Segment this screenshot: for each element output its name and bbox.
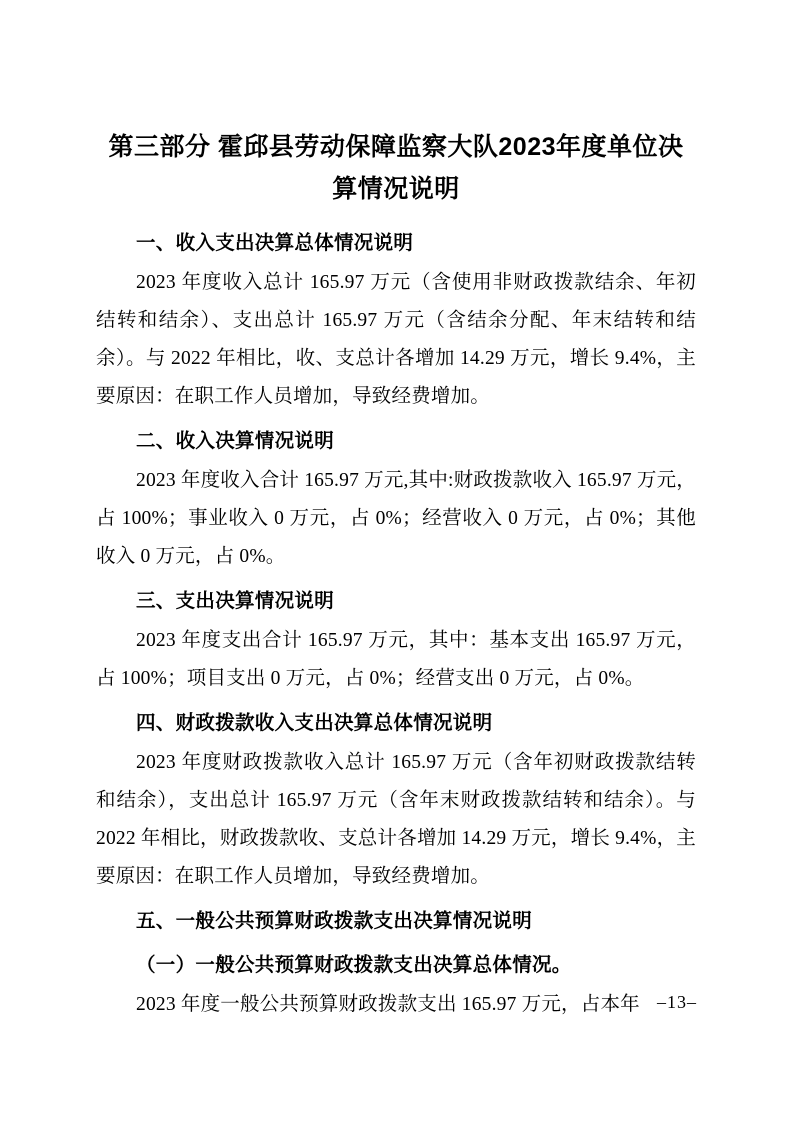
- section-heading-2: 二、收入决算情况说明: [136, 430, 335, 452]
- section-paragraph-3: 2023 年度支出合计 165.97 万元，其中：基本支出 165.97 万元，占 100%；项目支出 0 万元，占 0%；经营支出 0 万元，占 0%。: [96, 630, 696, 689]
- section-heading-4: 四、财政拨款收入支出决算总体情况说明: [136, 712, 493, 734]
- section-subheading-5-1: （一）一般公共预算财政拨款支出决算总体情况。: [136, 954, 572, 976]
- page-number: –13–: [657, 992, 697, 1012]
- section-paragraph-4: 2023 年度财政拨款收入总计 165.97 万元（含年初财政拨款结转和结余），支出总计 165.97 万元（含年末财政拨款结转和结余）。与 2022 年相比，财政拨款收、支总计各增加 14.29 万元，增长 9.4%，主要原因：在职工作人员增加，导致经费增加。: [96, 752, 696, 887]
- section-paragraph-2: 2023 年度收入合计 165.97 万元,其中:财政拨款收入 165.97 万元，占 100%；事业收入 0 万元，占 0%；经营收入 0 万元，占 0%；其他收入 0 万元，占 0%。: [96, 470, 696, 567]
- section-heading-1: 一、收入支出决算总体情况说明: [136, 232, 414, 254]
- section-heading-3: 三、支出决算情况说明: [136, 590, 335, 612]
- page-title: 第三部分 霍邱县劳动保障监察大队2023年度单位决算情况说明: [108, 133, 684, 203]
- section-heading-5: 五、一般公共预算财政拨款支出决算情况说明: [136, 910, 533, 932]
- section-paragraph-5: 2023 年度一般公共预算财政拨款支出 165.97 万元，占本年: [136, 994, 640, 1015]
- document-body: [96, 126, 696, 1024]
- section-paragraph-1: 2023 年度收入总计 165.97 万元（含使用非财政拨款结余、年初结转和结余）、支出总计 165.97 万元（含结余分配、年末结转和结余）。与 2022 年相比，收、支总计各增加 14.29 万元，增长 9.4%，主要原因：在职工作人员增加，导致经费增加。: [96, 272, 696, 407]
